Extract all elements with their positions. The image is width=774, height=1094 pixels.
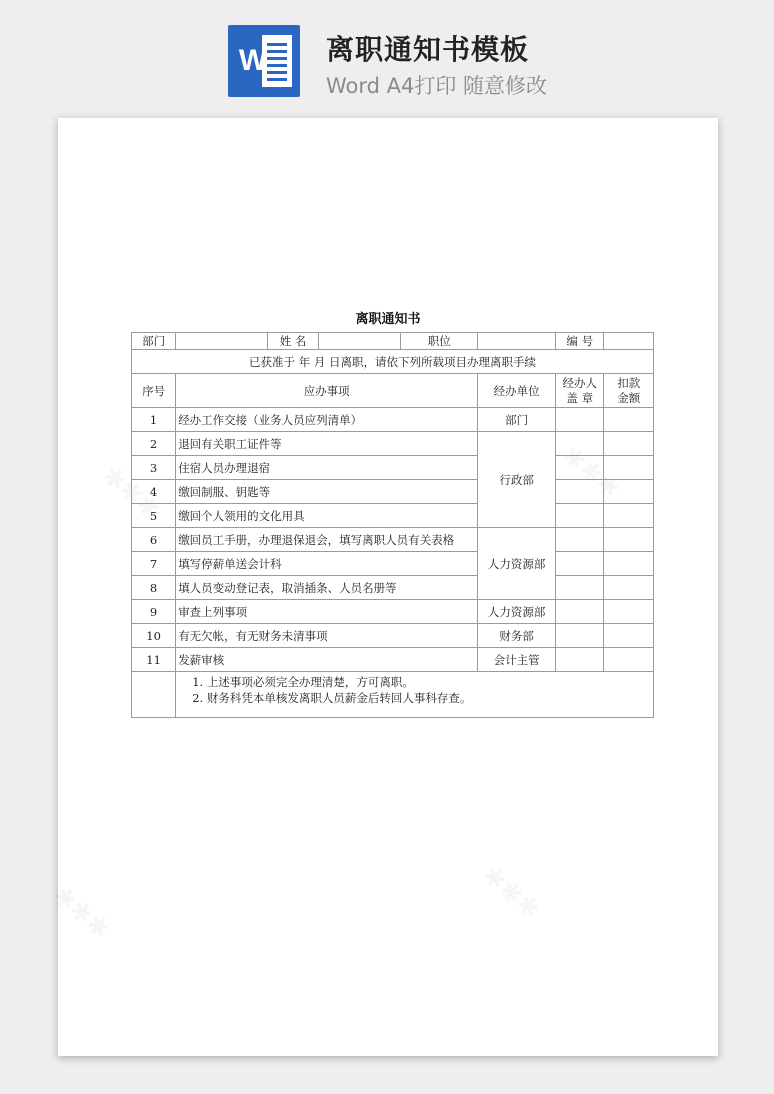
column-header-row xyxy=(132,374,654,408)
row-item: 缴回制服、钥匙等 xyxy=(176,480,478,504)
position-label: 职位 xyxy=(401,333,478,350)
note-item: 2. 财务科凭本单核发离职人员薪金后转回人事科存查。 xyxy=(192,691,472,705)
row-deduct-cell[interactable] xyxy=(604,504,654,528)
document-page xyxy=(58,118,718,1056)
row-unit: 会计主管 xyxy=(478,648,556,672)
dept-label: 部门 xyxy=(132,333,176,350)
row-item: 填人员变动登记表，取消插条、人员名册等 xyxy=(176,576,478,600)
row-handler-cell[interactable] xyxy=(556,456,604,480)
row-deduct-cell[interactable] xyxy=(604,576,654,600)
row-item: 填写停薪单送会计科 xyxy=(176,552,478,576)
notes-cell xyxy=(176,672,654,718)
table-row xyxy=(132,552,654,576)
col-handler: 经办人 盖 章 xyxy=(556,374,604,408)
word-icon-letter: W xyxy=(238,44,268,77)
row-seq: 7 xyxy=(132,552,176,576)
row-handler-cell[interactable] xyxy=(556,432,604,456)
row-handler-cell[interactable] xyxy=(556,576,604,600)
banner-title: 离职通知书模板 xyxy=(326,33,530,66)
notes-blank-cell xyxy=(132,672,176,718)
row-seq: 2 xyxy=(132,432,176,456)
row-deduct-cell[interactable] xyxy=(604,456,654,480)
row-seq: 8 xyxy=(132,576,176,600)
row-unit: 行政部 xyxy=(478,432,556,528)
name-field[interactable] xyxy=(319,333,401,350)
row-seq: 10 xyxy=(132,624,176,648)
row-item: 退回有关职工证件等 xyxy=(176,432,478,456)
row-seq: 9 xyxy=(132,600,176,624)
row-handler-cell[interactable] xyxy=(556,480,604,504)
row-item: 发薪审核 xyxy=(176,648,478,672)
col-unit: 经办单位 xyxy=(478,374,556,408)
table-row xyxy=(132,408,654,432)
note-item: 1. 上述事项必须完全办理清楚，方可离职。 xyxy=(192,675,414,689)
row-handler-cell[interactable] xyxy=(556,648,604,672)
row-item: 缴回员工手册，办理退保退会，填写离职人员有关表格 xyxy=(176,528,478,552)
row-deduct-cell[interactable] xyxy=(604,624,654,648)
row-handler-cell[interactable] xyxy=(556,552,604,576)
name-label: 姓 名 xyxy=(267,333,319,350)
row-handler-cell[interactable] xyxy=(556,528,604,552)
table-row xyxy=(132,576,654,600)
notice-row xyxy=(132,350,654,374)
row-seq: 11 xyxy=(132,648,176,672)
row-deduct-cell[interactable] xyxy=(604,480,654,504)
notes-row xyxy=(132,672,654,718)
row-seq: 6 xyxy=(132,528,176,552)
table-row xyxy=(132,432,654,456)
row-seq: 1 xyxy=(132,408,176,432)
word-icon xyxy=(228,25,300,97)
table-row xyxy=(132,648,654,672)
row-item: 住宿人员办理退宿 xyxy=(176,456,478,480)
row-deduct-cell[interactable] xyxy=(604,432,654,456)
row-item: 缴回个人领用的文化用具 xyxy=(176,504,478,528)
row-deduct-cell[interactable] xyxy=(604,648,654,672)
watermark xyxy=(46,881,115,946)
table-row xyxy=(132,456,654,480)
number-label: 编 号 xyxy=(556,333,604,350)
row-deduct-cell[interactable] xyxy=(604,552,654,576)
table-row xyxy=(132,480,654,504)
row-handler-cell[interactable] xyxy=(556,600,604,624)
banner xyxy=(0,0,774,110)
row-handler-cell[interactable] xyxy=(556,504,604,528)
row-deduct-cell[interactable] xyxy=(604,528,654,552)
row-deduct-cell[interactable] xyxy=(604,408,654,432)
row-handler-cell[interactable] xyxy=(556,624,604,648)
banner-subtitle: Word A4打印 随意修改 xyxy=(326,74,548,98)
row-deduct-cell[interactable] xyxy=(604,600,654,624)
dept-field[interactable] xyxy=(176,333,268,350)
table-row xyxy=(132,504,654,528)
document-title: 离职通知书 xyxy=(355,312,421,327)
resignation-form-table xyxy=(131,332,654,718)
header-info-row xyxy=(132,333,654,350)
table-row xyxy=(132,600,654,624)
col-seq: 序号 xyxy=(132,374,176,408)
row-unit: 财务部 xyxy=(478,624,556,648)
row-item: 审查上列事项 xyxy=(176,600,478,624)
col-item: 应办事项 xyxy=(176,374,478,408)
number-field[interactable] xyxy=(604,333,654,350)
row-seq: 4 xyxy=(132,480,176,504)
row-seq: 5 xyxy=(132,504,176,528)
col-deduct: 扣款 金额 xyxy=(604,374,654,408)
row-seq: 3 xyxy=(132,456,176,480)
row-unit: 人力资源部 xyxy=(478,528,556,600)
row-unit: 人力资源部 xyxy=(478,600,556,624)
row-unit: 部门 xyxy=(478,408,556,432)
table-row xyxy=(132,528,654,552)
watermark xyxy=(476,861,545,926)
notice-text: 已获准于 年 月 日离职，请依下列所载项目办理离职手续 xyxy=(132,350,654,374)
row-handler-cell[interactable] xyxy=(556,408,604,432)
row-item: 有无欠帐，有无财务未清事项 xyxy=(176,624,478,648)
row-item: 经办工作交接（业务人员应列清单） xyxy=(176,408,478,432)
position-field[interactable] xyxy=(478,333,556,350)
table-row xyxy=(132,624,654,648)
